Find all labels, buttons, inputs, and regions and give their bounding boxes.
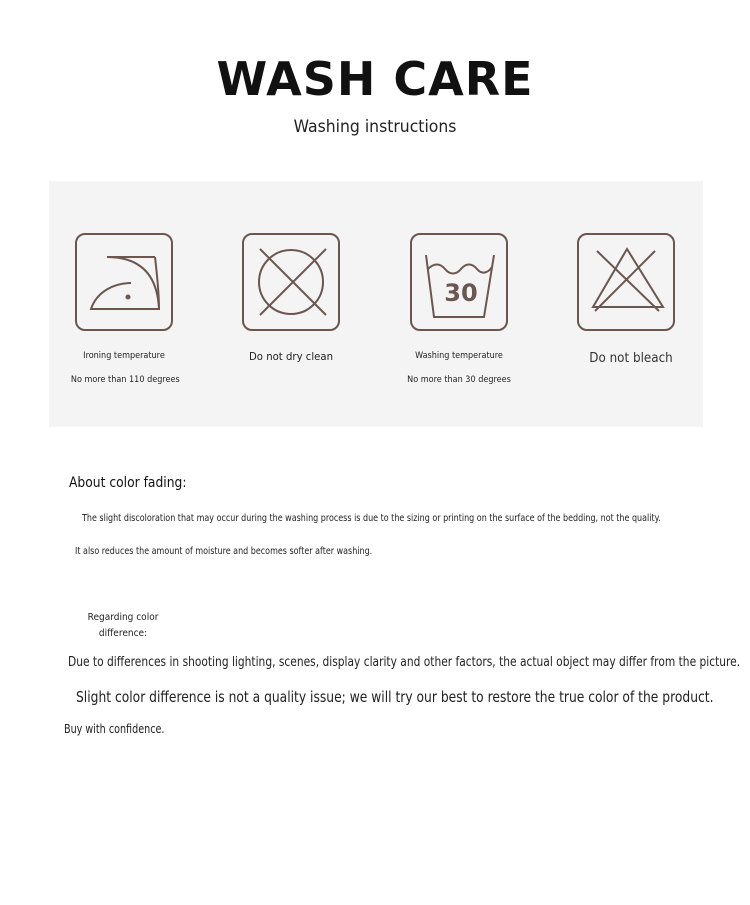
care-icons-panel bbox=[49, 181, 703, 427]
color-difference-line3: Buy with confidence. bbox=[64, 722, 165, 736]
color-fading-heading: About color fading: bbox=[69, 475, 187, 491]
color-fading-line1: The slight discoloration that may occur during the washing process is due to the sizing or printing on the surface of the bedding, not the quality. bbox=[82, 513, 661, 524]
iron-icon bbox=[75, 233, 173, 331]
bleach-label: Do not bleach bbox=[589, 351, 673, 366]
page-subtitle: Washing instructions bbox=[293, 117, 457, 137]
color-fading-line2: It also reduces the amount of moisture and becomes softer after washing. bbox=[75, 546, 373, 557]
color-difference-heading-line1: Regarding color bbox=[87, 612, 159, 623]
color-difference-line2: Slight color difference is not a quality issue; we will try our best to restore the true color of the product. bbox=[76, 688, 714, 706]
washing-label: Washing temperature bbox=[415, 351, 503, 361]
no-bleach-icon bbox=[577, 233, 675, 331]
color-difference-heading bbox=[74, 610, 173, 642]
washing-detail: No more than 30 degrees bbox=[407, 375, 511, 385]
wash-tub-icon bbox=[410, 233, 508, 331]
ironing-label: Ironing temperature bbox=[83, 351, 165, 361]
wash-temp-badge: 30 bbox=[444, 279, 478, 307]
color-difference-line1: Due to differences in shooting lighting, scenes, display clarity and other factors, the actual object may differ from the picture. bbox=[68, 655, 741, 670]
page-title: WASH CARE bbox=[216, 52, 534, 106]
color-difference-heading-line2: difference: bbox=[98, 628, 148, 639]
no-dry-clean-icon bbox=[242, 233, 340, 331]
ironing-detail: No more than 110 degrees bbox=[70, 375, 180, 385]
dry-clean-label: Do not dry clean bbox=[248, 350, 334, 363]
